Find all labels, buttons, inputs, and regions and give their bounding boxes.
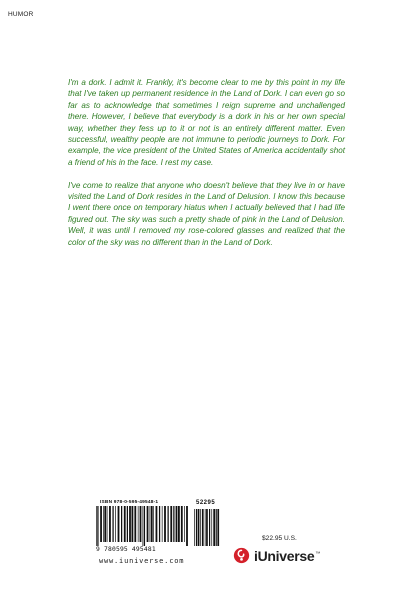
barcode-bar	[176, 506, 178, 542]
barcode-bar	[97, 506, 98, 546]
barcode-bar	[178, 506, 180, 542]
iuniverse-swirl-logo-icon	[233, 547, 250, 564]
barcode-bar	[159, 506, 160, 542]
price-code: 52295	[196, 500, 216, 506]
barcode-bar	[112, 506, 113, 542]
barcode-bars	[96, 506, 220, 546]
barcode-addon-bar	[206, 509, 208, 546]
barcode-bar	[118, 506, 120, 542]
barcode-addon-bar	[200, 509, 201, 546]
category-label: HUMOR	[8, 11, 34, 18]
ean-digits: 9 780595 495481	[96, 546, 156, 553]
barcode-bar	[129, 506, 131, 542]
barcode-bar	[184, 506, 185, 542]
barcode-addon-bar	[213, 509, 215, 546]
barcode	[96, 506, 220, 546]
publisher-website: www.iuniverse.com	[99, 557, 185, 565]
barcode-addon-bar	[216, 509, 217, 546]
publisher-mark	[233, 547, 320, 564]
barcode-bar	[147, 506, 149, 542]
barcode-bar	[103, 506, 104, 542]
barcode-bar	[181, 506, 183, 542]
barcode-bar	[140, 506, 142, 542]
barcode-bar	[132, 506, 134, 542]
barcode-bar	[186, 506, 188, 546]
blurb-paragraph-1: I'm a dork. I admit it. Frankly, it's become clear to me by this point in my life that I've taken up permanent residence in the Land of Dork. I can even go so far as to acknowledge that sometimes I reign supreme and unchallenged there. However, I believe that everybody is a dork in his or her own special way, whether they fess up to it or not is an entirely different matter. Even successful, wealthy people are not immune to periodic journeys to Dork. For example, the vice president of the United States of America accidentally shot a friend of his in the face. I rest my case.	[68, 78, 345, 167]
blurb-paragraph-2: I've come to realize that anyone who doesn't believe that they live in or have visited the Land of Dork resides in the Land of Delusion. I know this because I went there once on temporary hiatus when I actually believed that I had life figured out. The sky was such a pretty shade of pink in the Land of Delusion. Well, it was until I removed my rose-colored glasses and realized that the color of the sky was no different than in the Land of Dork.	[68, 180, 345, 247]
publisher-name-text: iUniverse	[254, 547, 315, 564]
barcode-bar	[109, 506, 111, 542]
barcode-bar	[138, 506, 139, 542]
barcode-bar	[115, 506, 116, 542]
publisher-name	[254, 548, 320, 564]
barcode-bar	[96, 506, 97, 546]
barcode-addon-bar	[205, 509, 206, 546]
barcode-bar	[162, 506, 163, 542]
barcode-bar	[104, 506, 106, 542]
barcode-bar	[170, 506, 172, 542]
barcode-bar	[107, 506, 108, 542]
barcode-bar	[150, 506, 151, 542]
barcode-addon-bar	[202, 509, 204, 546]
barcode-addon-bar	[196, 509, 197, 546]
barcode-bar	[164, 506, 166, 542]
barcode-bar	[143, 506, 144, 546]
barcode-addon-bar	[198, 509, 200, 546]
barcode-addon-bar	[209, 509, 210, 546]
barcode-bar	[121, 506, 122, 542]
isbn-label: ISBN 978-0-595-49548-1	[100, 500, 159, 505]
barcode-bar	[127, 506, 128, 542]
barcode-bar	[134, 506, 136, 542]
barcode-bar	[124, 506, 126, 542]
barcode-addon-bar	[194, 509, 195, 546]
barcode-bar	[168, 506, 169, 542]
blurb-text	[68, 77, 345, 259]
barcode-addon-bar	[217, 509, 219, 546]
barcode-bar	[156, 506, 158, 542]
trademark-symbol: ™	[315, 550, 321, 557]
barcode-bar	[151, 506, 153, 542]
barcode-bar	[144, 506, 145, 546]
barcode-bar	[173, 506, 174, 542]
retail-price: $22.95 U.S.	[262, 535, 297, 542]
barcode-addon-bar	[211, 509, 212, 546]
barcode-bar	[153, 506, 154, 542]
barcode-bar	[100, 506, 102, 542]
